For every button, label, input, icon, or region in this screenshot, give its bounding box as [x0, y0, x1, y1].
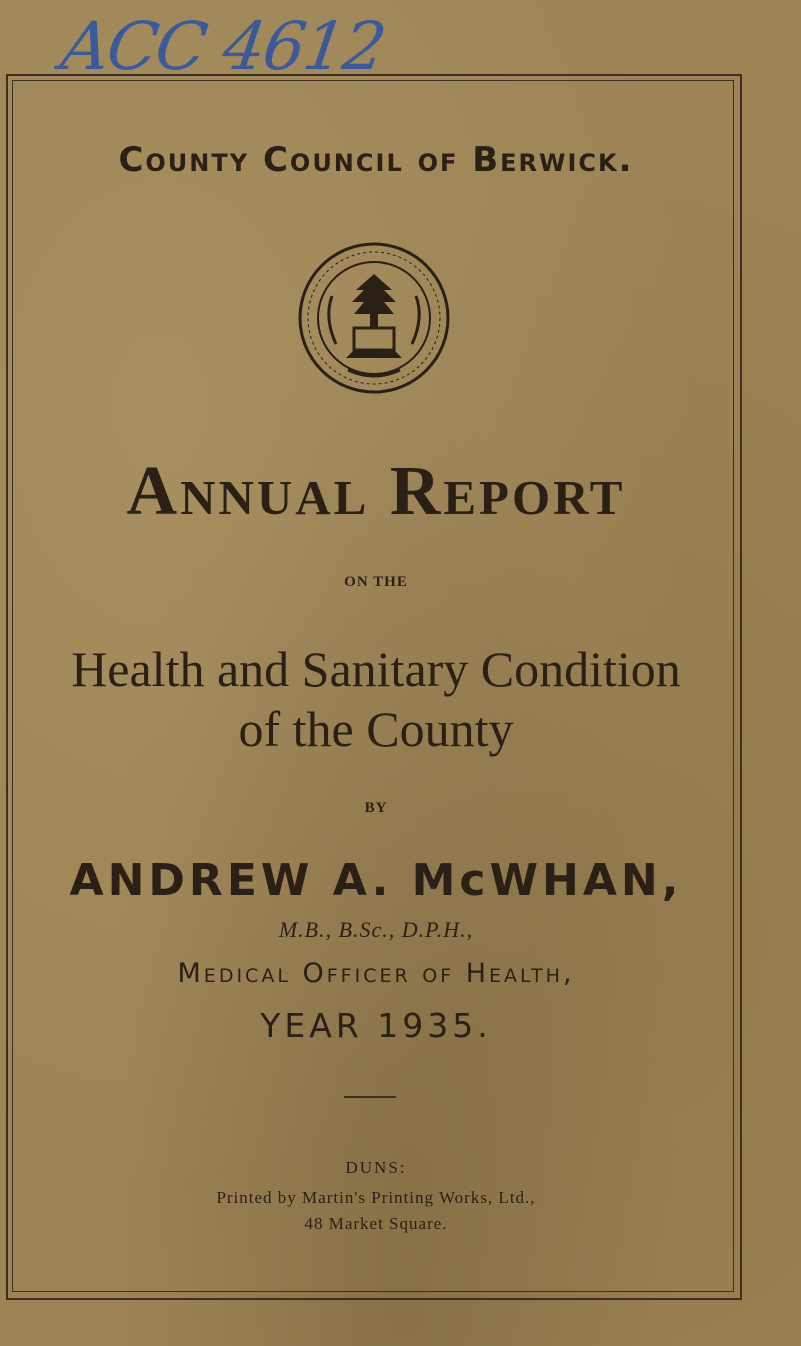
subject-line-2: of the County — [238, 701, 514, 757]
imprint-printer: Printed by Martin's Printing Works, Ltd., — [216, 1188, 536, 1207]
imprint-place: DUNS: — [345, 1158, 407, 1177]
council-heading: County Council of Berwick. — [118, 140, 634, 180]
report-title: Annual Report — [126, 453, 626, 530]
report-year: YEAR 1935. — [260, 1006, 492, 1045]
subject-line-1: Health and Sanitary Condition — [71, 641, 681, 697]
on-the-label: ON THE — [344, 574, 408, 590]
author-name: ANDREW A. McWHAN, — [69, 855, 683, 906]
county-seal-icon — [296, 240, 452, 396]
by-label: BY — [364, 800, 388, 816]
imprint-address: 48 Market Square. — [304, 1214, 448, 1233]
author-office: Medical Officer of Health, — [177, 958, 575, 989]
divider — [344, 1096, 396, 1098]
handwritten-reference: ACC 4612 — [56, 8, 390, 85]
author-qualifications: M.B., B.Sc., D.P.H., — [278, 917, 474, 942]
